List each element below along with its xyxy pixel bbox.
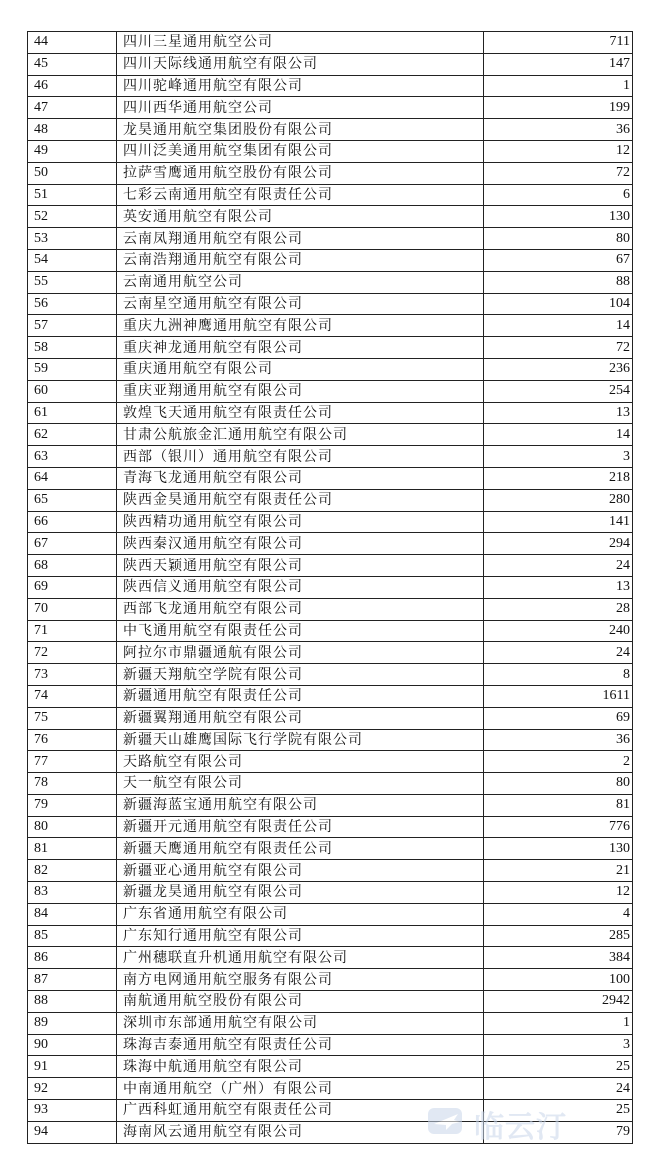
company-name: 陕西金昊通用航空有限责任公司 [117, 489, 484, 511]
table-row [28, 598, 633, 620]
table-row [28, 402, 633, 424]
row-number: 44 [28, 32, 117, 54]
table-row [28, 511, 633, 533]
row-number: 88 [28, 991, 117, 1013]
row-number: 54 [28, 249, 117, 271]
aircraft-count: 25 [484, 1056, 633, 1078]
row-number: 62 [28, 424, 117, 446]
aircraft-count: 12 [484, 882, 633, 904]
company-name: 南方电网通用航空服务有限公司 [117, 969, 484, 991]
company-name: 海南风云通用航空有限公司 [117, 1121, 484, 1143]
row-number: 49 [28, 140, 117, 162]
company-name: 拉萨雪鹰通用航空股份有限公司 [117, 162, 484, 184]
aircraft-count: 141 [484, 511, 633, 533]
table-row [28, 315, 633, 337]
table-row [28, 184, 633, 206]
row-number: 72 [28, 642, 117, 664]
company-name: 天一航空有限公司 [117, 773, 484, 795]
company-name: 深圳市东部通用航空有限公司 [117, 1012, 484, 1034]
table-row [28, 838, 633, 860]
company-name: 西部飞龙通用航空有限公司 [117, 598, 484, 620]
company-name: 广东知行通用航空有限公司 [117, 925, 484, 947]
aircraft-count: 147 [484, 53, 633, 75]
aircraft-count: 13 [484, 576, 633, 598]
table-row [28, 206, 633, 228]
aircraft-count: 285 [484, 925, 633, 947]
row-number: 51 [28, 184, 117, 206]
aircraft-count: 25 [484, 1100, 633, 1122]
aircraft-count: 13 [484, 402, 633, 424]
table-row [28, 380, 633, 402]
company-name: 西部（银川）通用航空有限公司 [117, 446, 484, 468]
company-name: 新疆翼翔通用航空有限公司 [117, 707, 484, 729]
table-row [28, 729, 633, 751]
company-table-body [28, 32, 633, 1144]
company-name: 珠海吉泰通用航空有限责任公司 [117, 1034, 484, 1056]
aircraft-count: 72 [484, 337, 633, 359]
row-number: 52 [28, 206, 117, 228]
company-name: 新疆天鹰通用航空有限责任公司 [117, 838, 484, 860]
table-row [28, 358, 633, 380]
table-row [28, 97, 633, 119]
aircraft-count: 100 [484, 969, 633, 991]
aircraft-count: 81 [484, 794, 633, 816]
company-name: 新疆天山雄鹰国际飞行学院有限公司 [117, 729, 484, 751]
row-number: 93 [28, 1100, 117, 1122]
aircraft-count: 80 [484, 228, 633, 250]
company-name: 四川三星通用航空公司 [117, 32, 484, 54]
row-number: 46 [28, 75, 117, 97]
aircraft-count: 104 [484, 293, 633, 315]
aircraft-count: 24 [484, 555, 633, 577]
table-row [28, 228, 633, 250]
aircraft-count: 711 [484, 32, 633, 54]
aircraft-count: 28 [484, 598, 633, 620]
aircraft-count: 24 [484, 1078, 633, 1100]
company-name: 阿拉尔市鼎疆通航有限公司 [117, 642, 484, 664]
company-name: 广州穗联直升机通用航空有限公司 [117, 947, 484, 969]
aircraft-count: 6 [484, 184, 633, 206]
row-number: 79 [28, 794, 117, 816]
aircraft-count: 294 [484, 533, 633, 555]
company-name: 青海飞龙通用航空有限公司 [117, 467, 484, 489]
table-row [28, 794, 633, 816]
table-row [28, 446, 633, 468]
row-number: 73 [28, 664, 117, 686]
row-number: 71 [28, 620, 117, 642]
company-name: 广西科虹通用航空有限责任公司 [117, 1100, 484, 1122]
row-number: 74 [28, 685, 117, 707]
table-row [28, 467, 633, 489]
aircraft-count: 1 [484, 1012, 633, 1034]
company-name: 云南通用航空公司 [117, 271, 484, 293]
plane-logo-icon [424, 1100, 468, 1140]
row-number: 94 [28, 1121, 117, 1143]
company-name: 新疆通用航空有限责任公司 [117, 685, 484, 707]
aircraft-count: 1 [484, 75, 633, 97]
company-name: 珠海中航通用航空有限公司 [117, 1056, 484, 1078]
aircraft-count: 199 [484, 97, 633, 119]
aircraft-count: 24 [484, 642, 633, 664]
table-row [28, 293, 633, 315]
aircraft-count: 776 [484, 816, 633, 838]
company-name: 天路航空有限公司 [117, 751, 484, 773]
table-row [28, 860, 633, 882]
row-number: 75 [28, 707, 117, 729]
aircraft-count: 21 [484, 860, 633, 882]
row-number: 67 [28, 533, 117, 555]
aircraft-count: 14 [484, 315, 633, 337]
row-number: 70 [28, 598, 117, 620]
table-row [28, 685, 633, 707]
aircraft-count: 8 [484, 664, 633, 686]
row-number: 45 [28, 53, 117, 75]
company-name: 四川泛美通用航空集团有限公司 [117, 140, 484, 162]
company-name: 广东省通用航空有限公司 [117, 903, 484, 925]
table-row [28, 620, 633, 642]
company-name: 陕西精功通用航空有限公司 [117, 511, 484, 533]
row-number: 48 [28, 119, 117, 141]
table-row [28, 424, 633, 446]
row-number: 82 [28, 860, 117, 882]
row-number: 92 [28, 1078, 117, 1100]
table-row [28, 249, 633, 271]
table-row [28, 53, 633, 75]
aircraft-count: 36 [484, 119, 633, 141]
aircraft-count: 3 [484, 1034, 633, 1056]
table-row [28, 162, 633, 184]
company-name: 龙昊通用航空集团股份有限公司 [117, 119, 484, 141]
table-row [28, 337, 633, 359]
company-name: 甘肃公航旅金汇通用航空有限公司 [117, 424, 484, 446]
table-row [28, 555, 633, 577]
table-row [28, 1012, 633, 1034]
row-number: 58 [28, 337, 117, 359]
company-table-container [27, 31, 633, 1144]
table-row [28, 903, 633, 925]
company-name: 重庆九洲神鹰通用航空有限公司 [117, 315, 484, 337]
aircraft-count: 130 [484, 838, 633, 860]
aircraft-count: 36 [484, 729, 633, 751]
table-row [28, 533, 633, 555]
table-row [28, 489, 633, 511]
aircraft-count: 218 [484, 467, 633, 489]
table-row [28, 947, 633, 969]
table-row [28, 140, 633, 162]
row-number: 65 [28, 489, 117, 511]
row-number: 77 [28, 751, 117, 773]
row-number: 83 [28, 882, 117, 904]
row-number: 86 [28, 947, 117, 969]
row-number: 69 [28, 576, 117, 598]
row-number: 76 [28, 729, 117, 751]
table-row [28, 32, 633, 54]
row-number: 61 [28, 402, 117, 424]
table-row [28, 751, 633, 773]
aircraft-count: 67 [484, 249, 633, 271]
aircraft-count: 2 [484, 751, 633, 773]
company-name: 陕西秦汉通用航空有限公司 [117, 533, 484, 555]
company-name: 四川驼峰通用航空有限公司 [117, 75, 484, 97]
company-name: 重庆神龙通用航空有限公司 [117, 337, 484, 359]
aircraft-count: 2942 [484, 991, 633, 1013]
table-row [28, 1056, 633, 1078]
row-number: 68 [28, 555, 117, 577]
watermark-text: 临云汀 [474, 1110, 567, 1145]
company-name: 中南通用航空（广州）有限公司 [117, 1078, 484, 1100]
row-number: 59 [28, 358, 117, 380]
company-name: 新疆开元通用航空有限责任公司 [117, 816, 484, 838]
table-row [28, 576, 633, 598]
table-row [28, 925, 633, 947]
company-name: 中飞通用航空有限责任公司 [117, 620, 484, 642]
company-name: 敦煌飞天通用航空有限责任公司 [117, 402, 484, 424]
row-number: 56 [28, 293, 117, 315]
company-name: 重庆亚翔通用航空有限公司 [117, 380, 484, 402]
row-number: 84 [28, 903, 117, 925]
row-number: 89 [28, 1012, 117, 1034]
table-row [28, 119, 633, 141]
company-name: 云南星空通用航空有限公司 [117, 293, 484, 315]
row-number: 50 [28, 162, 117, 184]
company-name: 四川天际线通用航空有限公司 [117, 53, 484, 75]
table-row [28, 816, 633, 838]
aircraft-count: 79 [484, 1121, 633, 1143]
table-row [28, 664, 633, 686]
table-row [28, 707, 633, 729]
company-name: 新疆天翔航空学院有限公司 [117, 664, 484, 686]
aircraft-count: 240 [484, 620, 633, 642]
company-name: 七彩云南通用航空有限责任公司 [117, 184, 484, 206]
row-number: 63 [28, 446, 117, 468]
row-number: 87 [28, 969, 117, 991]
aircraft-count: 236 [484, 358, 633, 380]
table-row [28, 969, 633, 991]
table-row [28, 75, 633, 97]
row-number: 80 [28, 816, 117, 838]
aircraft-count: 4 [484, 903, 633, 925]
row-number: 78 [28, 773, 117, 795]
row-number: 91 [28, 1056, 117, 1078]
company-name: 重庆通用航空有限公司 [117, 358, 484, 380]
table-row [28, 642, 633, 664]
company-name: 陕西天颖通用航空有限公司 [117, 555, 484, 577]
aircraft-count: 3 [484, 446, 633, 468]
company-name: 新疆亚心通用航空有限公司 [117, 860, 484, 882]
watermark [424, 1096, 594, 1144]
aircraft-count: 384 [484, 947, 633, 969]
aircraft-count: 80 [484, 773, 633, 795]
aircraft-count: 72 [484, 162, 633, 184]
row-number: 90 [28, 1034, 117, 1056]
company-name: 南航通用航空股份有限公司 [117, 991, 484, 1013]
company-name: 英安通用航空有限公司 [117, 206, 484, 228]
row-number: 64 [28, 467, 117, 489]
company-name: 云南凤翔通用航空有限公司 [117, 228, 484, 250]
aircraft-count: 1611 [484, 685, 633, 707]
table-row [28, 991, 633, 1013]
table-row [28, 1034, 633, 1056]
company-name: 四川西华通用航空公司 [117, 97, 484, 119]
table-row [28, 271, 633, 293]
company-name: 新疆龙昊通用航空有限公司 [117, 882, 484, 904]
row-number: 47 [28, 97, 117, 119]
table-row [28, 773, 633, 795]
company-name: 陕西信义通用航空有限公司 [117, 576, 484, 598]
company-name: 云南浩翔通用航空有限公司 [117, 249, 484, 271]
row-number: 66 [28, 511, 117, 533]
aircraft-count: 254 [484, 380, 633, 402]
company-table [27, 31, 633, 1144]
row-number: 55 [28, 271, 117, 293]
row-number: 53 [28, 228, 117, 250]
table-row [28, 882, 633, 904]
aircraft-count: 88 [484, 271, 633, 293]
row-number: 57 [28, 315, 117, 337]
aircraft-count: 280 [484, 489, 633, 511]
row-number: 85 [28, 925, 117, 947]
aircraft-count: 12 [484, 140, 633, 162]
row-number: 81 [28, 838, 117, 860]
aircraft-count: 14 [484, 424, 633, 446]
row-number: 60 [28, 380, 117, 402]
aircraft-count: 130 [484, 206, 633, 228]
company-name: 新疆海蓝宝通用航空有限公司 [117, 794, 484, 816]
aircraft-count: 69 [484, 707, 633, 729]
